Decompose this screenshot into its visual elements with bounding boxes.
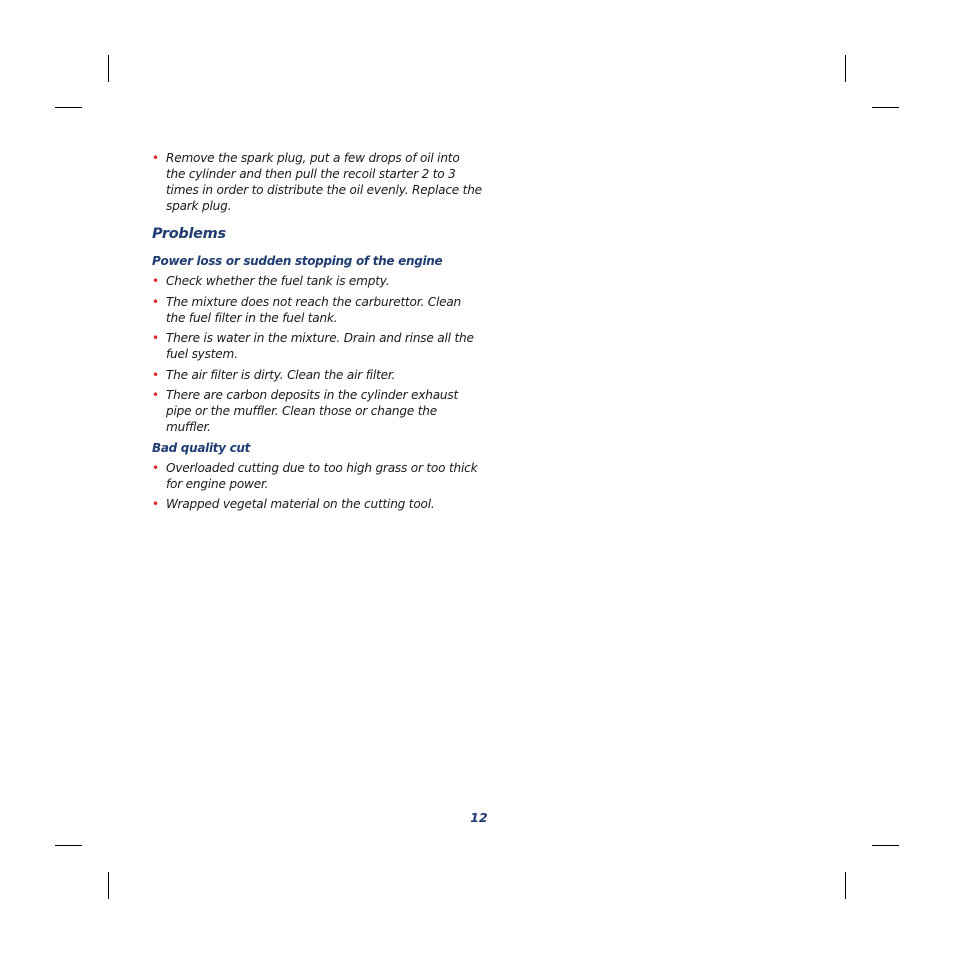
- bad-cut-list: [152, 460, 482, 513]
- subsection-title-power-loss: Power loss or sudden stopping of the engine: [152, 254, 443, 268]
- intro-list: [152, 150, 482, 214]
- bullet-icon: •: [152, 497, 159, 511]
- list-item: [152, 496, 482, 512]
- crop-mark-bottom-left-vertical: [108, 872, 109, 899]
- power-loss-list: [152, 273, 482, 435]
- list-item-text: Overloaded cutting due to too high grass or too thick for engine power.: [166, 460, 478, 491]
- bullet-icon: •: [152, 294, 159, 309]
- crop-mark-top-left-vertical: [108, 55, 109, 82]
- list-item: [152, 367, 482, 383]
- crop-mark-top-left-horizontal: [55, 107, 82, 108]
- crop-mark-top-right-vertical: [845, 55, 846, 82]
- list-item: [152, 330, 482, 362]
- section-title: Problems: [152, 226, 226, 242]
- crop-mark-top-right-horizontal: [872, 107, 899, 108]
- list-item: [152, 460, 482, 492]
- list-item-text: There is water in the mixture. Drain and rinse all the fuel system.: [166, 331, 474, 361]
- bullet-icon: •: [152, 367, 159, 382]
- crop-mark-bottom-right-horizontal: [872, 845, 899, 846]
- list-item-text: The air filter is dirty. Clean the air filter.: [166, 367, 396, 382]
- subsection-title-bad-cut: Bad quality cut: [152, 440, 251, 455]
- list-item-text: There are carbon deposits in the cylinder exhaust pipe or the muffler. Clean those or change the muffler.: [166, 388, 459, 434]
- bullet-icon: •: [152, 151, 159, 165]
- list-item: [152, 387, 482, 435]
- page-number: 12: [470, 810, 488, 825]
- list-item-text: Wrapped vegetal material on the cutting tool.: [166, 497, 435, 511]
- list-item: [152, 150, 482, 214]
- list-item-text: Remove the spark plug, put a few drops of oil into the cylinder and then pull the recoil starter 2 to 3 times in order to distribute the oil evenly. Replace the spark plug.: [166, 151, 482, 213]
- bullet-icon: •: [152, 388, 159, 402]
- bullet-icon: •: [152, 460, 159, 475]
- list-item-text: Check whether the fuel tank is empty.: [166, 274, 390, 288]
- list-item-text: The mixture does not reach the carburettor. Clean the fuel filter in the fuel tank.: [166, 294, 462, 325]
- list-item: [152, 294, 482, 326]
- crop-mark-bottom-right-vertical: [845, 872, 846, 899]
- list-item: [152, 273, 482, 289]
- bullet-icon: •: [152, 331, 159, 345]
- crop-mark-bottom-left-horizontal: [55, 845, 82, 846]
- page-content: [152, 150, 482, 517]
- bullet-icon: •: [152, 274, 159, 288]
